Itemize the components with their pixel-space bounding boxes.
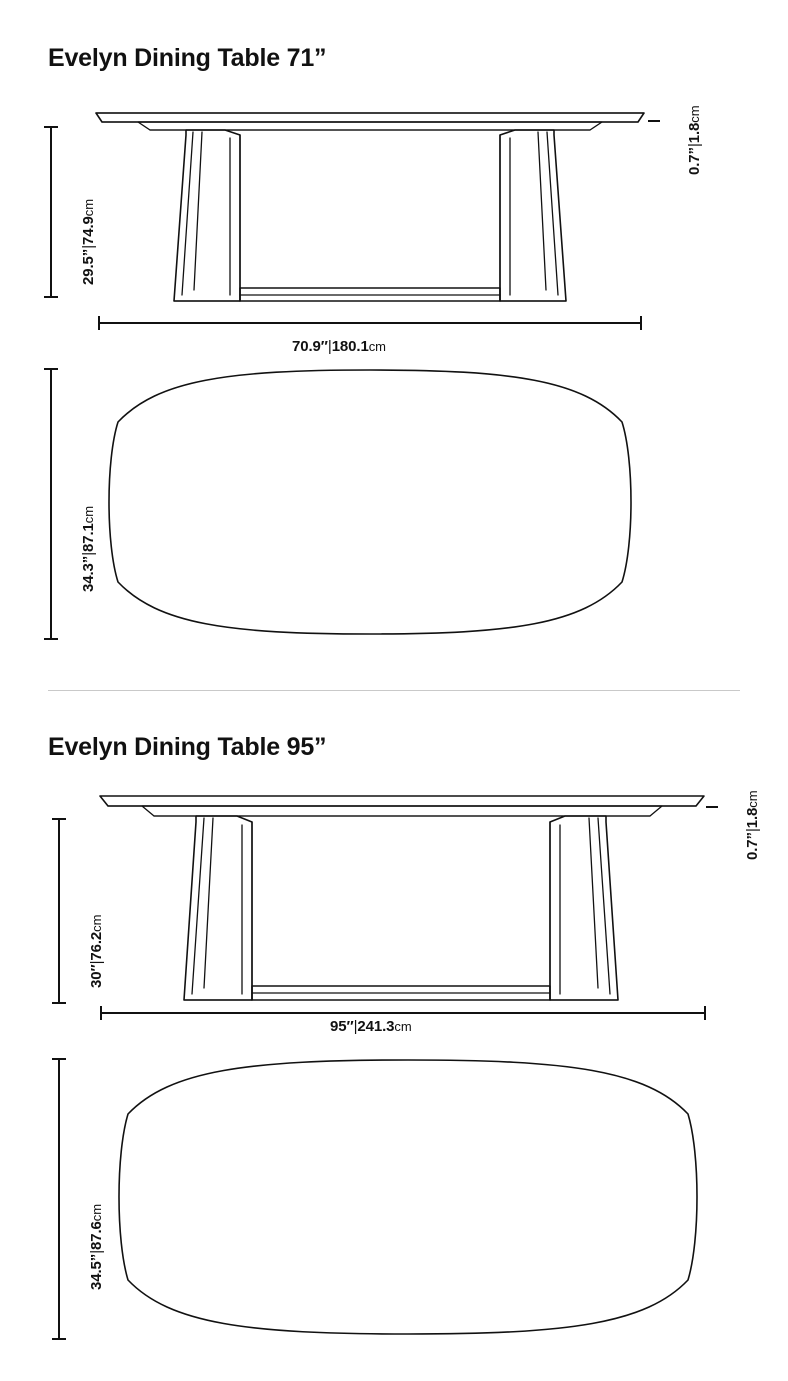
- dim-rule-height-71: [50, 126, 52, 298]
- dim-tick-width-left-71: [98, 316, 100, 330]
- dim-tick-thickness-71: [648, 120, 660, 122]
- dim-tick-thickness-95: [706, 806, 718, 808]
- dim-tick-height-bottom-71: [44, 296, 58, 298]
- plan-drawing-71: [98, 362, 658, 642]
- dim-tick-depth-top-71: [44, 368, 58, 370]
- dim-rule-depth-71: [50, 368, 52, 640]
- section-evelyn-71: [0, 0, 788, 690]
- dim-tick-depth-bottom-95: [52, 1338, 66, 1340]
- elevation-drawing-95: [92, 790, 712, 1010]
- section-evelyn-95: [0, 690, 788, 1381]
- dim-tick-depth-bottom-71: [44, 638, 58, 640]
- dim-separator: |: [80, 245, 97, 249]
- dim-label-thickness-95: 0.7”|1.8cm: [744, 790, 761, 860]
- plan-drawing-95: [106, 1052, 726, 1342]
- dim-label-height-71: 29.5”|74.9cm: [80, 199, 97, 285]
- dim-tick-depth-top-95: [52, 1058, 66, 1060]
- dim-tick-height-top-95: [52, 818, 66, 820]
- elevation-drawing-71: [90, 105, 650, 315]
- dim-label-depth-71: 34.3”|87.1cm: [80, 506, 97, 592]
- dim-rule-width-71: [98, 322, 642, 324]
- page-title-71: Evelyn Dining Table 71”: [48, 44, 327, 72]
- dim-tick-width-right-71: [640, 316, 642, 330]
- dim-label-thickness-71: 0.7”|1.8cm: [686, 105, 703, 175]
- dim-tick-width-left-95: [100, 1006, 102, 1020]
- dim-tick-height-bottom-95: [52, 1002, 66, 1004]
- dim-label-depth-95: 34.5”|87.6cm: [88, 1204, 105, 1290]
- dim-rule-depth-95: [58, 1058, 60, 1340]
- dim-tick-height-top-71: [44, 126, 58, 128]
- dim-label-width-71: 70.9″|180.1cm: [292, 338, 386, 355]
- dim-label-height-95: 30″|76.2cm: [88, 914, 105, 988]
- dim-tick-width-right-95: [704, 1006, 706, 1020]
- dim-rule-width-95: [100, 1012, 706, 1014]
- dim-label-width-95: 95″|241.3cm: [330, 1018, 412, 1035]
- dim-rule-height-95: [58, 818, 60, 1004]
- page-title-95: Evelyn Dining Table 95”: [48, 733, 327, 761]
